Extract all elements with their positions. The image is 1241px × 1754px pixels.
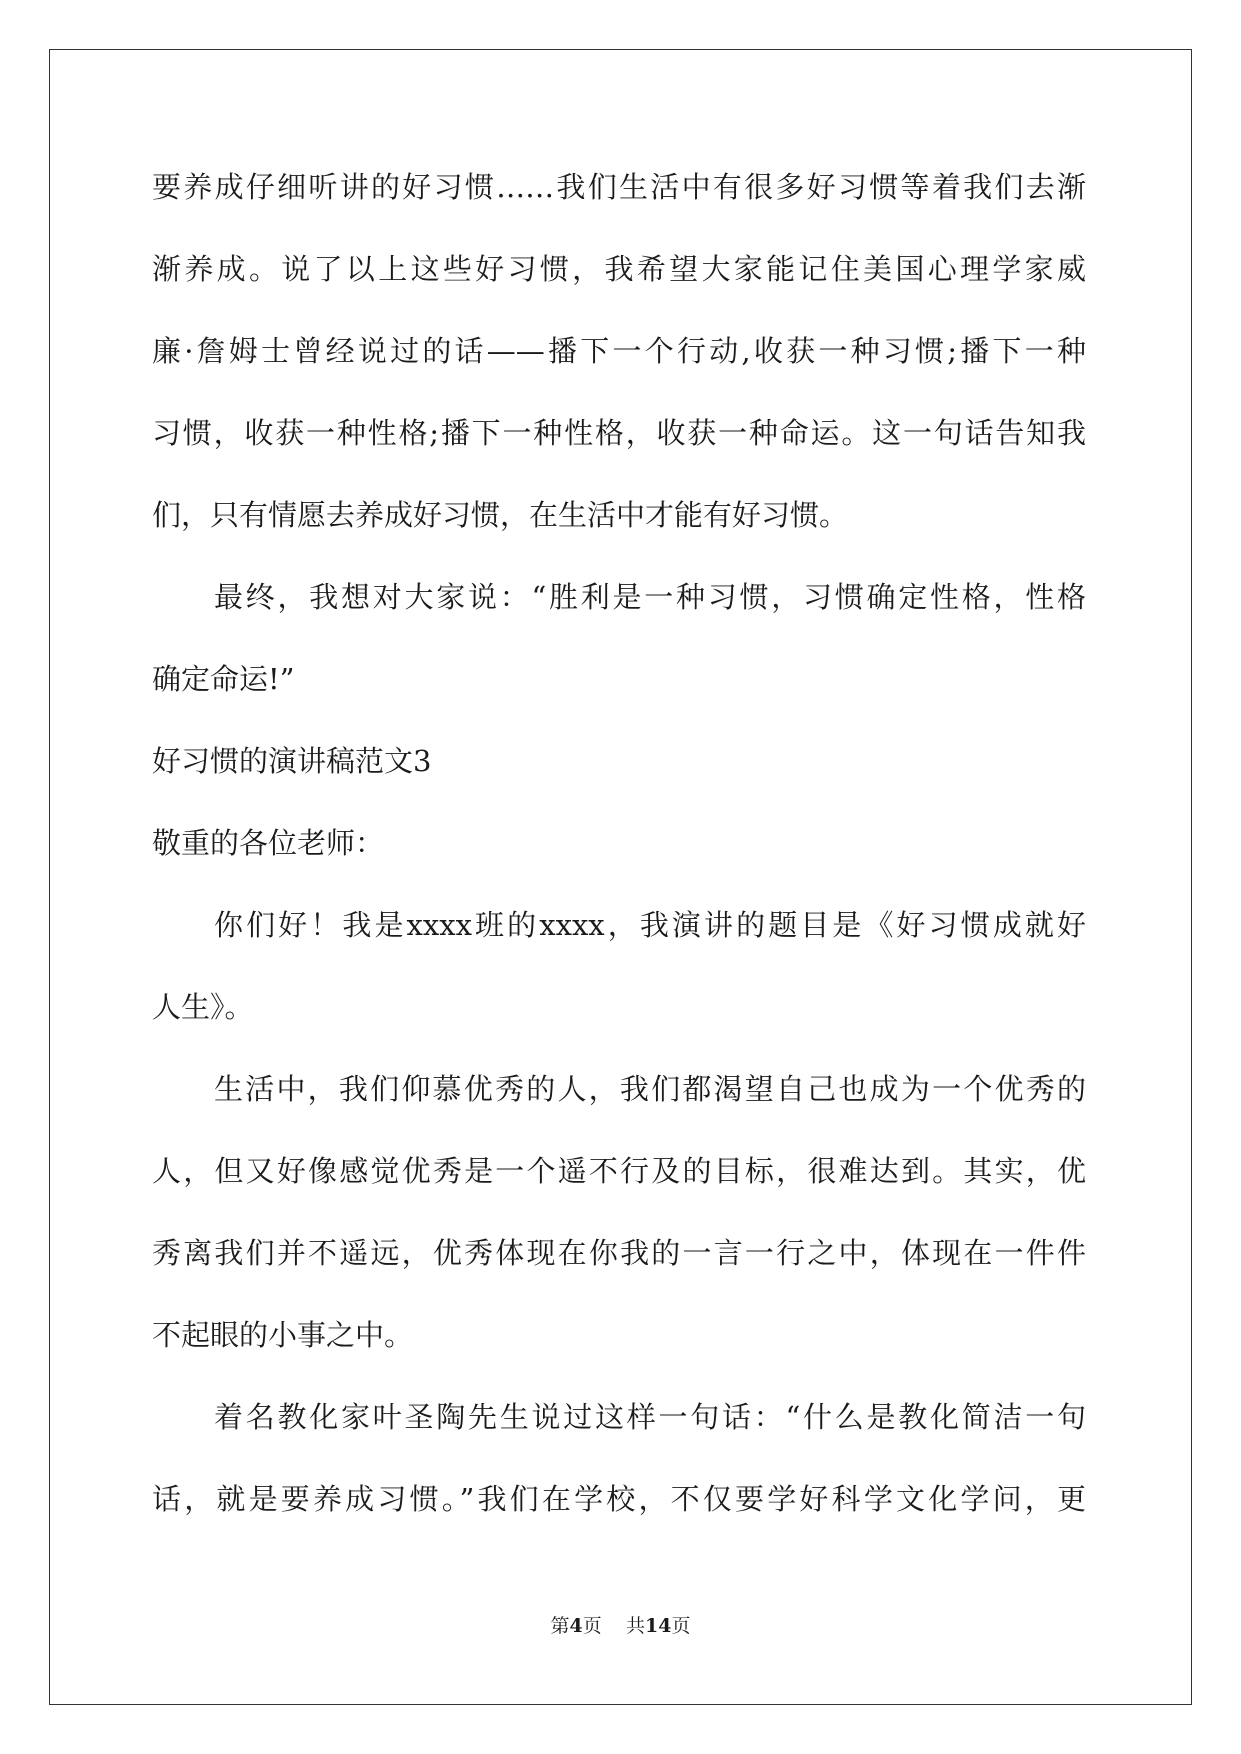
- document-body: [152, 146, 1086, 1540]
- text-line: 着名教化家叶圣陶先生说过这样一句话：“什么是教化简洁一句: [214, 1400, 1086, 1434]
- text-line: 确定命运!”: [152, 662, 295, 696]
- text-line: 话，就是要养成习惯。”我们在学校，不仅要学好科学文化学问，更: [152, 1482, 1086, 1516]
- text-line: 渐养成。说了以上这些好习惯，我希望大家能记住美国心理学家威: [152, 252, 1086, 286]
- total-suffix: 页: [671, 1615, 691, 1637]
- total-prefix: 共: [625, 1615, 645, 1637]
- text-line: 人生》。: [152, 990, 254, 1024]
- text-line: 廉·詹姆士曾经说过的话——播下一个行动,收获一种习惯;播下一种: [152, 334, 1086, 368]
- total-pages: 14: [644, 1615, 672, 1637]
- text-line: 最终，我想对大家说：“胜利是一种习惯，习惯确定性格，性格: [214, 580, 1086, 614]
- salutation: 敬重的各位老师：: [152, 826, 385, 860]
- text-line: 习惯，收获一种性格;播下一种性格，收获一种命运。这一句话告知我: [152, 416, 1086, 450]
- text-line: 们，只有情愿去养成好习惯，在生活中才能有好习惯。: [152, 498, 849, 532]
- page-footer: [0, 1614, 1241, 1638]
- text-line: 要养成仔细听讲的好习惯……我们生活中有很多好习惯等着我们去渐: [152, 170, 1086, 204]
- page-prefix: 第: [550, 1615, 570, 1637]
- text-line: 生活中，我们仰慕优秀的人，我们都渴望自己也成为一个优秀的: [214, 1072, 1086, 1106]
- text-line: 秀离我们并不遥远，优秀体现在你我的一言一行之中，体现在一件件: [152, 1236, 1086, 1270]
- text-line: 不起眼的小事之中。: [152, 1318, 414, 1352]
- page-number: 4: [569, 1615, 583, 1637]
- text-line: 你们好！我是xxxx班的xxxx，我演讲的题目是《好习惯成就好: [214, 908, 1086, 942]
- text-line: 人，但又好像感觉优秀是一个遥不行及的目标，很难达到。其实，优: [152, 1154, 1086, 1188]
- page-suffix: 页: [582, 1615, 602, 1637]
- section-title: 好习惯的演讲稿范文3: [152, 744, 432, 778]
